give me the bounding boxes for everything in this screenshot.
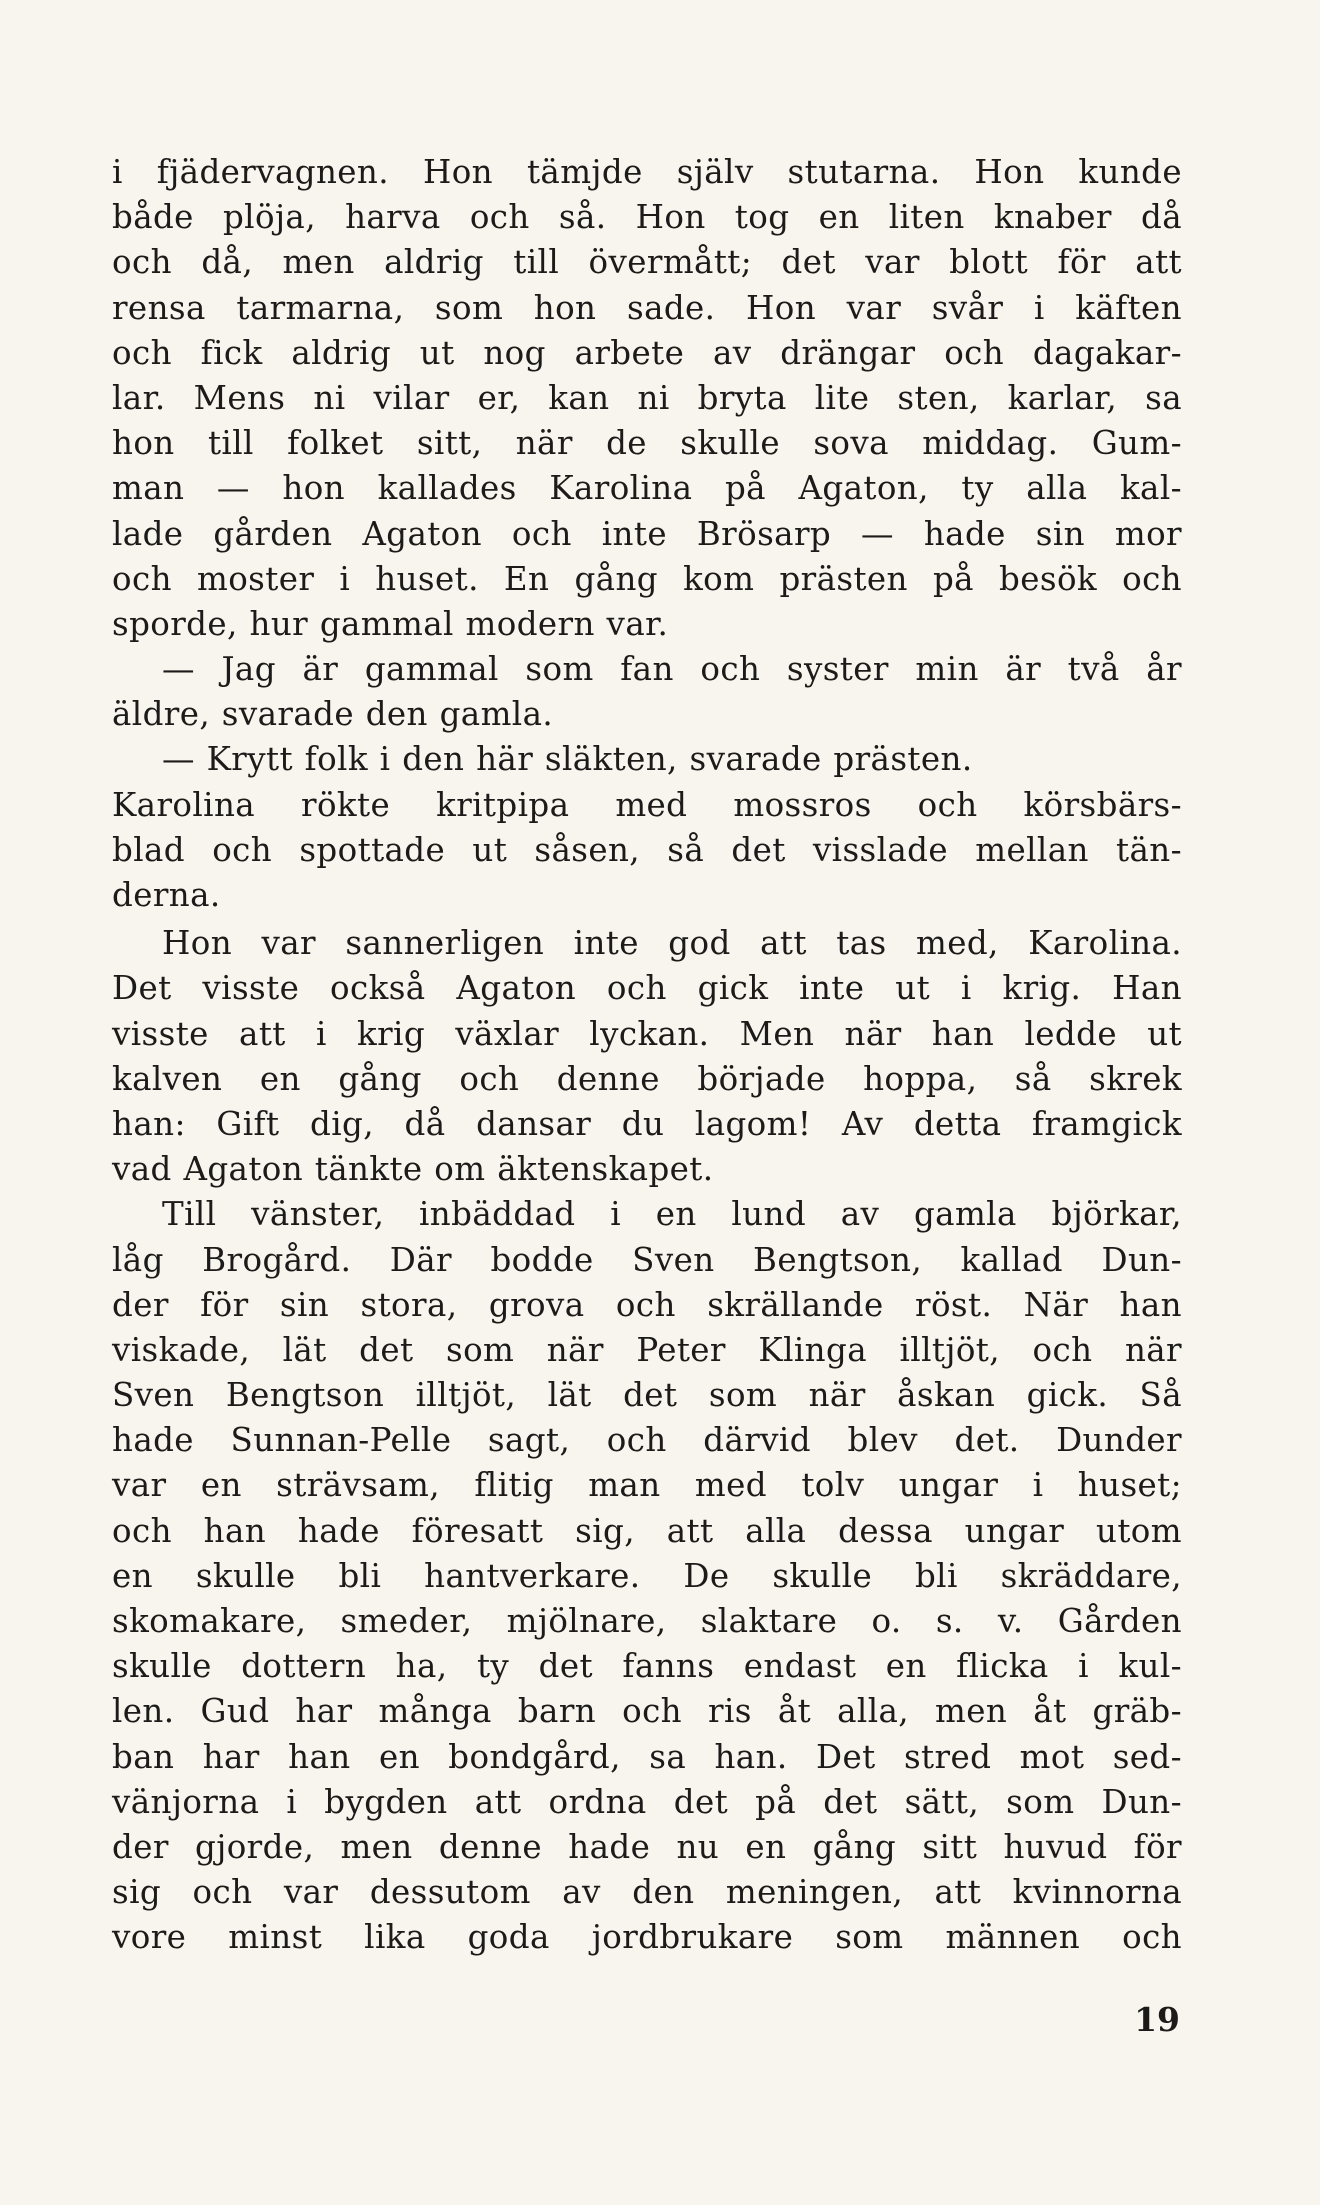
text-line: hon till folket sitt, när de skulle sova middag. Gum- bbox=[112, 424, 1182, 463]
text-line: rensa tarmarna, som hon sade. Hon var svår i käften bbox=[112, 288, 1182, 327]
text-line: blad och spottade ut såsen, så det visslade mellan tän- bbox=[112, 830, 1182, 869]
text-line: lade gården Agaton och inte Brösarp — hade sin mor bbox=[112, 514, 1182, 553]
text-line: skomakare, smeder, mjölnare, slaktare o. s. v. Gården bbox=[112, 1602, 1182, 1640]
text-line: äldre, svarade den gamla. bbox=[112, 695, 554, 734]
text-line: lar. Mens ni vilar er, kan ni bryta lite sten, karlar, sa bbox=[112, 378, 1182, 417]
text-line: både plöja, harva och så. Hon tog en liten knaber då bbox=[112, 198, 1182, 237]
dialogue-line: — Krytt folk i den här släkten, svarade prästen. bbox=[162, 740, 973, 779]
text-line: var en strävsam, flitig man med tolv ungar i huset; bbox=[112, 1466, 1182, 1505]
text-line: man — hon kallades Karolina på Agaton, ty alla kal- bbox=[112, 469, 1182, 508]
body-text bbox=[112, 150, 1182, 1961]
text-line: hade Sunnan-Pelle sagt, och därvid blev det. Dunder bbox=[112, 1421, 1182, 1460]
text-line: Karolina rökte kritpipa med mossros och körsbärs- bbox=[112, 785, 1182, 824]
text-line: han: Gift dig, då dansar du lagom! Av detta framgick bbox=[112, 1104, 1182, 1143]
text-line: och moster i huset. En gång kom prästen på besök och bbox=[112, 559, 1182, 598]
text-line: sig och var dessutom av den meningen, att kvinnorna bbox=[112, 1873, 1182, 1912]
text-line: i fjädervagnen. Hon tämjde själv stutarna. Hon kunde bbox=[112, 153, 1182, 191]
text-line: och han hade föresatt sig, att alla dessa ungar utom bbox=[112, 1511, 1182, 1550]
text-line: ban har han en bondgård, sa han. Det stred mot sed- bbox=[112, 1737, 1182, 1776]
text-line: Det visste också Agaton och gick inte ut i krig. Han bbox=[112, 969, 1182, 1008]
text-line: sporde, hur gammal modern var. bbox=[112, 604, 669, 643]
dialogue-line: — Jag är gammal som fan och syster min är två år bbox=[162, 650, 1182, 689]
text-line: derna. bbox=[112, 876, 221, 914]
text-line: kalven en gång och denne började hoppa, så skrek bbox=[112, 1059, 1182, 1098]
text-line: låg Brogård. Där bodde Sven Bengtson, kallad Dun- bbox=[112, 1240, 1182, 1279]
text-line: len. Gud har många barn och ris åt alla, men åt gräb- bbox=[112, 1692, 1182, 1731]
text-line: och då, men aldrig till övermått; det var blott för att bbox=[112, 243, 1182, 282]
text-line: Sven Bengtson illtjöt, lät det som när åskan gick. Så bbox=[112, 1376, 1182, 1415]
page-number: 19 bbox=[1134, 2000, 1180, 2039]
text-line: viskade, lät det som när Peter Klinga illtjöt, och när bbox=[112, 1330, 1182, 1369]
text-line: vore minst lika goda jordbrukare som männen och bbox=[112, 1918, 1182, 1957]
text-line: vänjorna i bygden att ordna det på det sätt, som Dun- bbox=[112, 1782, 1182, 1821]
text-line: och fick aldrig ut nog arbete av drängar och dagakar- bbox=[112, 333, 1182, 372]
text-line: der för sin stora, grova och skrällande röst. När han bbox=[112, 1285, 1182, 1324]
text-line: der gjorde, men denne hade nu en gång sitt huvud för bbox=[112, 1827, 1182, 1866]
paragraph-first-line: Hon var sannerligen inte god att tas med, Karolina. bbox=[162, 924, 1182, 963]
paragraph-first-line: Till vänster, inbäddad i en lund av gamla björkar, bbox=[162, 1195, 1182, 1234]
text-line: vad Agaton tänkte om äktenskapet. bbox=[112, 1150, 714, 1189]
text-line: en skulle bli hantverkare. De skulle bli skräddare, bbox=[112, 1556, 1182, 1595]
text-line: skulle dottern ha, ty det fanns endast en flicka i kul- bbox=[112, 1647, 1182, 1686]
text-line: visste att i krig växlar lyckan. Men när han ledde ut bbox=[112, 1014, 1182, 1053]
